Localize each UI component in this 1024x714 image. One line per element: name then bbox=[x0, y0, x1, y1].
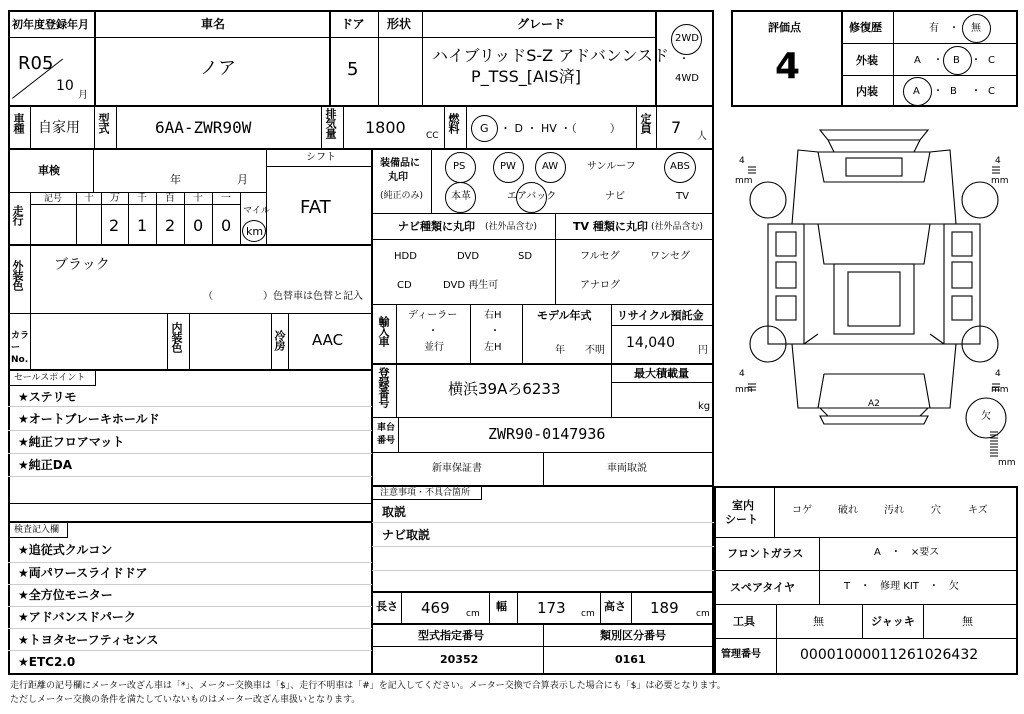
rating-score: 4 bbox=[775, 46, 801, 87]
interior-dot-1: ・ bbox=[933, 86, 943, 97]
equip-navi: ナビ bbox=[605, 191, 625, 202]
class-no: 0161 bbox=[615, 653, 646, 666]
repair-label: 修復歴 bbox=[849, 21, 882, 34]
model-year-year: 年 bbox=[555, 345, 565, 356]
grade-label: グレード bbox=[517, 17, 566, 31]
spare-value: T ・ 修理 KIT ・ 欠 bbox=[844, 581, 959, 592]
sales-item-1: ★ステリモ bbox=[18, 390, 77, 404]
chassis-value: ZWR90-0147936 bbox=[488, 425, 606, 443]
drive-dot: ・ bbox=[679, 54, 689, 65]
navi-cd: CD bbox=[397, 280, 412, 291]
interior-item-2: 破れ bbox=[838, 505, 858, 516]
interior-item-1: コゲ bbox=[792, 505, 812, 516]
tread-rear-left: 4 bbox=[739, 369, 745, 379]
exterior-label: 外装 bbox=[856, 54, 878, 67]
width-unit: cm bbox=[581, 609, 595, 619]
mile-label: マイル bbox=[243, 206, 270, 216]
spare-label: スペアタイヤ bbox=[730, 581, 796, 594]
exterior-c: C bbox=[988, 55, 995, 66]
tv-oneseg: ワンセグ bbox=[650, 251, 690, 262]
rating-label: 評価点 bbox=[768, 21, 801, 34]
height-value: 189 bbox=[650, 599, 679, 617]
equipment-label-1: 装備品に bbox=[380, 158, 420, 169]
equip-sunroof: サンルーフ bbox=[587, 161, 636, 172]
displacement: 1800 bbox=[365, 118, 406, 137]
chassis-label-1: 車台 bbox=[377, 423, 396, 433]
notes-label: 注意事項・不具合箇所 bbox=[380, 488, 471, 498]
jack-label: ジャッキ bbox=[871, 615, 915, 628]
sales-item-4: ★純正DA bbox=[18, 458, 73, 472]
footer-line-1: 走行距離の記号欄にメーター改ざん車は「*」、メーター交換車は「$」、走行不明車は「#」を記入してください。メーター交換で合算表示した場合にも「$」は必要となります。 bbox=[10, 681, 726, 691]
navi-sd: SD bbox=[518, 251, 533, 262]
equip-airbag: エアバック bbox=[507, 191, 557, 202]
windshield-value: A ・ ×要ス bbox=[874, 547, 940, 558]
warranty: 新車保証書 bbox=[432, 463, 482, 474]
equipment-label-2: 丸印 bbox=[388, 172, 408, 183]
digit-4: 2 bbox=[165, 216, 176, 235]
first-reg-label: 初年度登録年月 bbox=[12, 18, 89, 31]
spare-mark: 欠 bbox=[981, 411, 991, 422]
cc-unit: CC bbox=[426, 131, 439, 141]
width-label: 幅 bbox=[496, 600, 507, 613]
navi-label: ナビ種類に丸印 bbox=[398, 220, 475, 233]
height-unit: cm bbox=[696, 609, 710, 619]
interior-color-label: 内装色 bbox=[170, 322, 183, 352]
tread-rear-right-unit: mm bbox=[991, 385, 1009, 395]
interior-item-3: 汚れ bbox=[884, 505, 904, 516]
length-unit: cm bbox=[466, 609, 480, 619]
car-name: ノア bbox=[200, 58, 236, 79]
repair-no: 無 bbox=[971, 23, 981, 34]
navi-sub: (社外品含む) bbox=[485, 222, 538, 232]
digit-label-2: 万 bbox=[110, 193, 120, 204]
tread-front-right-unit: mm bbox=[991, 176, 1009, 186]
digit-3: 1 bbox=[137, 216, 148, 235]
height-label: 高さ bbox=[604, 600, 626, 613]
import-right: 右H bbox=[484, 310, 502, 321]
navi-dvd-play: DVD 再生可 bbox=[443, 280, 499, 291]
digit-label-1: 十 bbox=[84, 193, 94, 204]
sales-item-3: ★純正フロアマット bbox=[18, 435, 125, 449]
shaken-label: 車検 bbox=[38, 164, 60, 177]
ac-value: AAC bbox=[312, 331, 344, 349]
inspector-item-4: ★アドバンスドパーク bbox=[18, 610, 136, 624]
tv-sub: (社外品含む) bbox=[651, 222, 704, 232]
sales-item-2: ★オートブレーキホールド bbox=[18, 412, 160, 426]
manual: 車両取説 bbox=[607, 463, 647, 474]
digit-label-4: 百 bbox=[165, 193, 175, 204]
model-label: 型式 bbox=[97, 113, 110, 133]
interior-dot-2: ・ bbox=[971, 86, 981, 97]
inspector-item-1: ★追従式クルコン bbox=[18, 543, 113, 557]
spare-unit: mm bbox=[998, 458, 1016, 468]
inspector-item-3: ★全方位モニター bbox=[18, 588, 113, 602]
interior-label: 内装 bbox=[856, 85, 878, 98]
month-unit: 月 bbox=[78, 90, 88, 101]
equip-tv: TV bbox=[676, 191, 689, 202]
import-dot: ・ bbox=[428, 326, 438, 337]
recycle-label: リサイクル預託金 bbox=[617, 309, 704, 322]
shaken-month: 月 bbox=[237, 173, 248, 186]
shift-label: シフト bbox=[306, 152, 336, 163]
mgmt-label: 管理番号 bbox=[721, 649, 761, 660]
doors-label: ドア bbox=[341, 17, 365, 31]
inspector-item-2: ★両パワースライドドア bbox=[18, 566, 148, 580]
inspector-label: 検査記入欄 bbox=[14, 525, 60, 535]
equipment-sub: (純正のみ) bbox=[380, 191, 424, 201]
inspector-item-6: ★ETC2.0 bbox=[18, 655, 76, 669]
model-year-label: モデル年式 bbox=[537, 309, 592, 322]
registration-value: 横浜39Aろ6233 bbox=[448, 380, 561, 398]
digit-label-6: 一 bbox=[221, 193, 231, 204]
width-value: 173 bbox=[537, 599, 566, 617]
import-parallel: 並行 bbox=[424, 342, 444, 353]
mgmt-value: 0000100001126102643​2 bbox=[800, 647, 979, 663]
max-load-kg: kg bbox=[698, 401, 711, 412]
interior-item-5: キズ bbox=[968, 505, 988, 516]
digit-label-5: 十 bbox=[193, 193, 203, 204]
first-reg-month: 10 bbox=[56, 78, 74, 94]
tv-analog: アナログ bbox=[580, 280, 620, 291]
windshield-label: フロントガラス bbox=[727, 547, 804, 560]
note-item-1: 取説 bbox=[382, 505, 407, 519]
equip-abs: ABS bbox=[670, 161, 690, 172]
digit-label-3: 千 bbox=[137, 193, 147, 204]
tv-fullseg: フルセグ bbox=[580, 251, 620, 262]
digit-2: 2 bbox=[109, 216, 120, 235]
shift: FAT bbox=[300, 197, 331, 218]
grade-line2: P_TSS_[AIS済] bbox=[471, 67, 582, 86]
exterior-a: A bbox=[914, 55, 921, 66]
navi-dvd: DVD bbox=[457, 251, 480, 262]
length-value: 469 bbox=[421, 599, 450, 617]
tread-front-right: 4 bbox=[995, 156, 1001, 166]
tread-rear-left-unit: mm bbox=[735, 385, 753, 395]
exterior-b: B bbox=[953, 55, 960, 66]
note-item-2: ナビ取説 bbox=[382, 528, 431, 542]
tread-front-left: 4 bbox=[739, 156, 745, 166]
tread-front-left-unit: mm bbox=[735, 176, 753, 186]
first-reg-year: R05 bbox=[18, 53, 54, 74]
capacity: 7 bbox=[671, 118, 682, 137]
mark-a2: A2 bbox=[868, 399, 880, 409]
interior-c: C bbox=[988, 86, 995, 97]
import-dot-2: ・ bbox=[490, 326, 500, 337]
fuel-g: G bbox=[480, 122, 489, 135]
tools-value: 無 bbox=[813, 615, 824, 628]
capacity-label: 定員 bbox=[639, 113, 652, 133]
car-diagram bbox=[728, 112, 1020, 482]
chassis-label-2: 番号 bbox=[377, 436, 396, 446]
equip-leather: 本革 bbox=[451, 191, 471, 202]
length-label: 長さ bbox=[376, 600, 398, 613]
inspector-item-5: ★トヨタセーフティセンス bbox=[18, 633, 159, 647]
digit-5: 0 bbox=[193, 216, 204, 235]
shaken-year: 年 bbox=[170, 173, 181, 186]
interior-sheet-label-2: シート bbox=[725, 513, 758, 526]
max-load-label: 最大積載量 bbox=[634, 367, 689, 380]
usage-label: 車種 bbox=[12, 113, 25, 133]
registration-label: 登録番号 bbox=[377, 367, 390, 407]
tv-label: TV 種類に丸印 bbox=[573, 220, 648, 233]
equip-ps: PS bbox=[453, 161, 466, 172]
drive-4wd: 4WD bbox=[675, 73, 699, 84]
doors: 5 bbox=[347, 59, 359, 80]
ac-label: 冷房 bbox=[273, 330, 286, 350]
grade-line1: ハイブリッドS-Z アドバンンスド bbox=[432, 46, 670, 65]
footer-line-2: ただしメーター交換の条件を満たしていないものはメーター改ざん車扱いとなります。 bbox=[10, 695, 361, 705]
sales-label: セールスポイント bbox=[14, 373, 86, 383]
color-value: ブラック bbox=[54, 257, 110, 273]
car-name-label: 車名 bbox=[201, 17, 226, 31]
fuel-label: 燃料 bbox=[447, 113, 460, 133]
equip-aw: AW bbox=[542, 161, 559, 172]
model-year-unknown: 不明 bbox=[585, 345, 605, 356]
import-left: 左H bbox=[484, 342, 502, 353]
color-label: 外装色 bbox=[11, 260, 24, 290]
recycle-value: 14,040 bbox=[626, 335, 675, 351]
class-no-label: 類別区分番号 bbox=[600, 629, 666, 642]
repair-dot: ・ bbox=[949, 23, 959, 34]
navi-hdd: HDD bbox=[394, 251, 417, 262]
capacity-unit: 人 bbox=[697, 131, 707, 142]
model: 6AA-ZWR90W bbox=[155, 118, 252, 137]
tools-label: 工具 bbox=[733, 615, 755, 628]
import-dealer: ディーラー bbox=[408, 310, 458, 321]
usage: 自家用 bbox=[38, 120, 80, 136]
equip-pw: PW bbox=[500, 161, 516, 172]
tread-rear-right: 4 bbox=[995, 369, 1001, 379]
drive-2wd: 2WD bbox=[675, 33, 699, 44]
color-note: （ ）色替車は色替と記入 bbox=[203, 291, 363, 302]
fuel-options: ・ D ・ HV ・（ ） bbox=[500, 122, 621, 135]
recycle-yen: 円 bbox=[698, 345, 708, 356]
import-label: 輸入車 bbox=[377, 316, 390, 346]
interior-b: B bbox=[950, 86, 957, 97]
displacement-label: 排気量 bbox=[324, 108, 337, 138]
color-no-label: カラーNo. bbox=[11, 331, 30, 365]
shape-label: 形状 bbox=[387, 17, 412, 31]
km-label: km bbox=[246, 225, 264, 238]
exterior-dot-1: ・ bbox=[933, 55, 943, 66]
type-no: 20352 bbox=[440, 653, 479, 666]
type-no-label: 型式指定番号 bbox=[418, 629, 484, 642]
interior-a: A bbox=[913, 86, 920, 97]
repair-yes: 有 bbox=[929, 23, 939, 34]
kigo-label: 記号 bbox=[44, 194, 63, 204]
digit-6: 0 bbox=[221, 216, 232, 235]
exterior-dot-2: ・ bbox=[971, 55, 981, 66]
mileage-label: 走行 bbox=[11, 205, 24, 225]
interior-sheet-label-1: 室内 bbox=[732, 499, 754, 512]
jack-value: 無 bbox=[962, 615, 973, 628]
interior-item-4: 穴 bbox=[931, 505, 941, 516]
